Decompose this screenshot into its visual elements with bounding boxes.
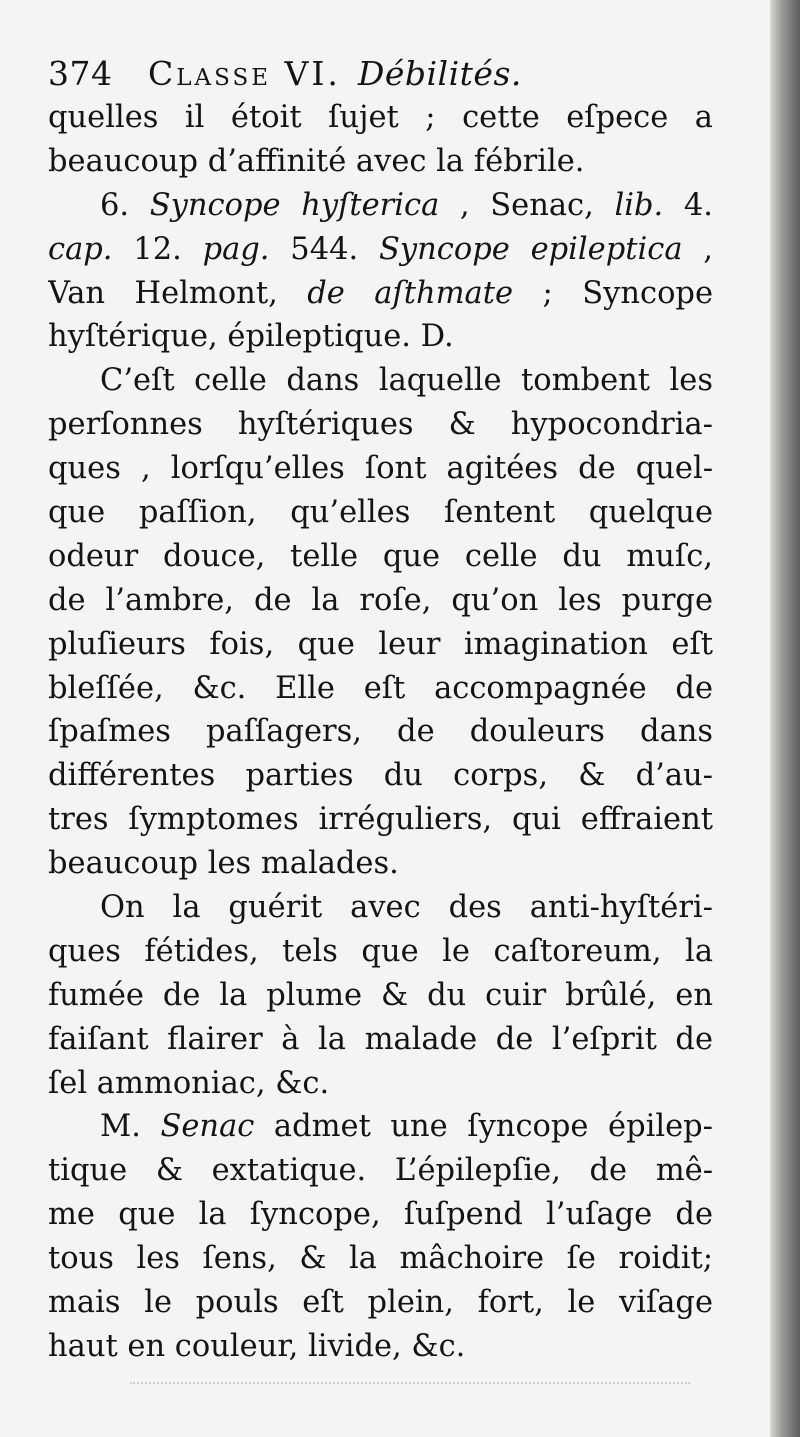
text-run: On la guérit avec des anti-hyſtéri- (100, 890, 713, 926)
text-run: différentes parties du corps, & d’au- (48, 758, 713, 794)
text-run: quelles il étoit ſujet ; cette eſpece a (48, 100, 713, 135)
text-line (48, 535, 713, 579)
text-run: hyſtérique, épileptique. D. (48, 319, 454, 355)
text-line (48, 315, 713, 359)
text-run: tres ſymptomes irréguliers, qui effraient (48, 802, 713, 838)
text-line (48, 1018, 713, 1062)
text-run: ques , lorſqu’elles ſont agitées de quel- (48, 451, 713, 487)
text-run: tique & extatique. L’épilepſie, de mê- (48, 1153, 713, 1189)
text-run: , Senac, (439, 187, 615, 223)
text-run: admet une ſyncope épilep- (254, 1109, 713, 1145)
text-run: mais le pouls eſt plein, fort, le viſage (48, 1285, 713, 1321)
text-line (48, 359, 713, 403)
text-line (48, 886, 713, 930)
text-line (48, 140, 713, 184)
text-line (48, 1325, 713, 1369)
text-line (48, 623, 713, 667)
text-line (48, 1237, 713, 1281)
text-line (48, 184, 713, 228)
text-line (48, 710, 713, 754)
text-line (48, 579, 713, 623)
text-run: que paſſion, qu’elles ſentent quelque (48, 495, 713, 531)
text-line (48, 930, 713, 974)
text-run: 544. (269, 231, 379, 267)
text-run: me que la ſyncope, ſuſpend l’uſage de (48, 1197, 713, 1233)
text-line (48, 1062, 713, 1106)
text-run: beaucoup les malades. (48, 846, 399, 882)
text-run: 6. (100, 187, 150, 223)
text-run: , (682, 231, 713, 267)
text-run: ſpaſmes paſſagers, de douleurs dans (48, 714, 713, 750)
text-run: pluſieurs fois, que leur imagination eſt (48, 626, 713, 662)
text-line (48, 96, 713, 140)
text-line (48, 842, 713, 886)
text-run: fumée de la plume & du cuir brûlé, en (48, 977, 713, 1013)
text-run: M. (100, 1109, 161, 1145)
text-run: C’eſt celle dans laquelle tombent les (100, 363, 713, 399)
text-line (48, 491, 713, 535)
italic-run: de aſthmate (307, 275, 514, 311)
text-run: perſonnes hyſtériques & hypocondria- (48, 407, 713, 443)
running-head (48, 52, 713, 96)
text-run: 12. (112, 231, 203, 267)
text-run: haut en couleur, livide, &c. (48, 1328, 466, 1364)
text-line (48, 228, 713, 272)
italic-run: pag. (202, 231, 270, 267)
text-run: ; Syncope (513, 275, 713, 311)
text-run: 4. (663, 187, 713, 223)
italic-run: Senac (160, 1109, 255, 1145)
italic-run: cap. (48, 231, 113, 267)
text-run: faiſant flairer à la malade de l’eſprit de (48, 1021, 713, 1057)
text-line (48, 974, 713, 1018)
text-run: Van Helmont, (48, 275, 308, 311)
text-line (48, 1149, 713, 1193)
text-run: tous les ſens, & la mâchoire ſe roidit; (48, 1241, 713, 1277)
text-line (48, 447, 713, 491)
text-run: bleſſée, &c. Elle eſt accompagnée de (48, 670, 713, 706)
text-line (48, 272, 713, 316)
text-line (48, 667, 713, 711)
text-run: ſel ammoniac, &c. (48, 1065, 330, 1101)
text-line (48, 1105, 713, 1149)
italic-run: Syncope hyſterica (149, 187, 440, 223)
text-line (48, 1193, 713, 1237)
book-gutter (770, 0, 800, 1437)
running-head-classe: Classe VI. (148, 54, 341, 93)
text-run: ques fétides, tels que le caſtoreum, la (48, 933, 713, 969)
text-line (48, 798, 713, 842)
text-run: odeur douce, telle que celle du muſc, (48, 538, 713, 574)
text-run: de l’ambre, de la roſe, qu’on les purge (48, 582, 713, 618)
text-run: beaucoup d’affinité avec la fébrile. (48, 143, 585, 179)
text-line (48, 754, 713, 798)
italic-run: Syncope epileptica (379, 231, 683, 267)
italic-run: lib. (614, 187, 664, 223)
bleed-through-shadow (130, 1382, 690, 1402)
page-text (48, 52, 713, 1369)
running-head-topic: Débilités. (357, 54, 522, 93)
text-line (48, 1281, 713, 1325)
page-number: 374 (48, 54, 113, 93)
text-line (48, 403, 713, 447)
